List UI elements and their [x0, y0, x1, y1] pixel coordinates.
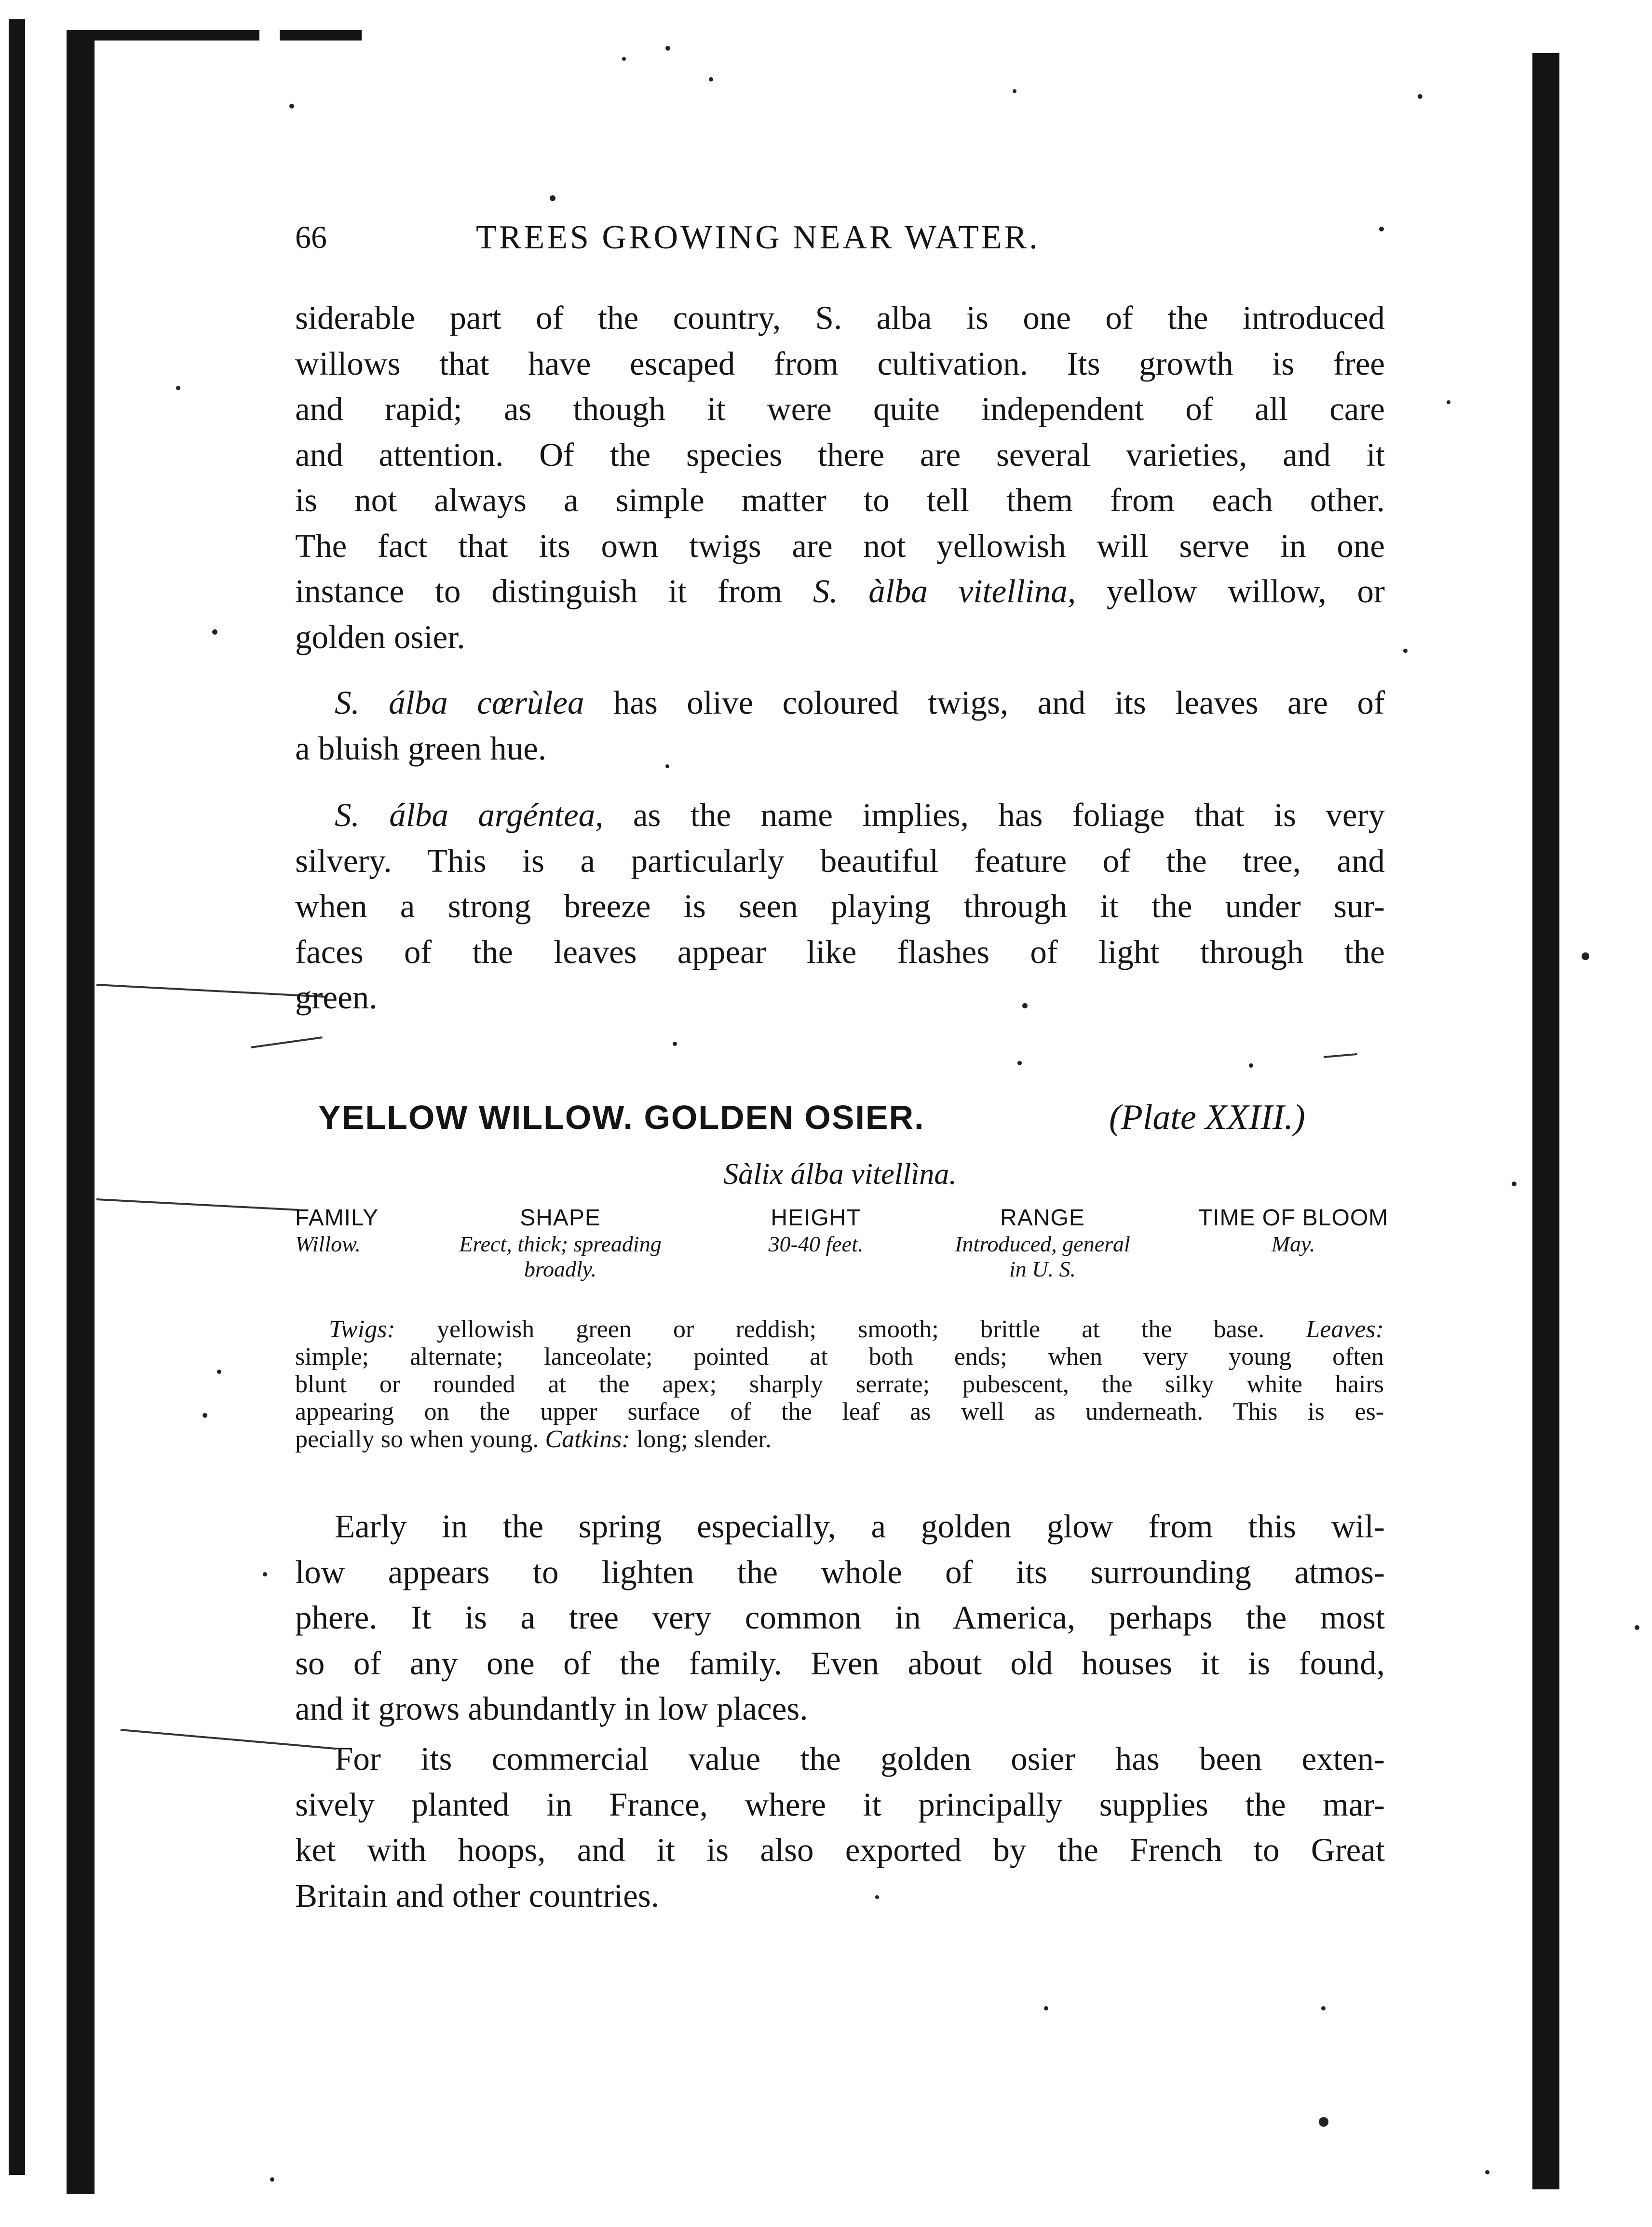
scan-border-left-outer [9, 19, 25, 2175]
text-line: is not always a simple matter to tell them from each other. [295, 482, 1385, 518]
attribute-range [893, 1205, 1192, 1282]
text-line [295, 1316, 1384, 1343]
scan-border-top-right [280, 30, 362, 41]
text-line: a bluish green hue. [295, 730, 547, 767]
text-line: phere. It is a tree very common in America, perhaps the most [295, 1599, 1385, 1636]
text-line [295, 680, 1385, 726]
attribute-label: HEIGHT [771, 1205, 861, 1231]
paragraph-salix-alba [295, 295, 1385, 660]
attribute-value: Introduced, general [955, 1232, 1130, 1256]
running-head [295, 215, 1385, 268]
text-line [295, 1426, 1384, 1453]
text-line: simple; alternate; lanceolate; pointed at both ends; when very young often [295, 1343, 1384, 1371]
attribute-value: in U. S. [1009, 1257, 1076, 1281]
attribute-family [295, 1205, 440, 1257]
attribute-label: TIME OF BLOOM [1198, 1205, 1389, 1231]
attribute-label: RANGE [1000, 1205, 1085, 1231]
text-line [295, 569, 1385, 614]
attribute-height [739, 1205, 893, 1257]
text-line [295, 792, 1385, 838]
attribute-value: broadly. [524, 1257, 597, 1281]
text-line: The fact that its own twigs are not yellowish will serve in one [295, 527, 1385, 564]
twigs-text: yellowish green or reddish; smooth; brittle at the base. [436, 1316, 1265, 1343]
text-line: Early in the spring especially, a golden glow from this wil- [335, 1508, 1385, 1545]
text-line: when a strong breeze is seen playing through it the under sur- [295, 888, 1385, 924]
text-fragment: yellow willow, or [1106, 573, 1385, 610]
text-line: appearing on the upper surface of the leaf as well as underneath. This is es- [295, 1398, 1384, 1426]
text-line: Britain and other countries. [295, 1877, 659, 1914]
scan-border-right [1532, 53, 1559, 2189]
species-name: S. álba argéntea, [335, 797, 604, 833]
paragraph-alba-argentea [295, 792, 1385, 1020]
text-line: green. [295, 979, 378, 1016]
scan-border-top-left [67, 30, 259, 41]
attribute-shape [425, 1205, 695, 1282]
text-line: faces of the leaves appear like flashes of light through the [295, 933, 1385, 970]
attribute-label: FAMILY [295, 1205, 379, 1231]
section-heading [318, 1091, 1389, 1144]
scientific-name: Sàlix álba vitellìna. [723, 1158, 957, 1191]
text-line: sively planted in France, where it principally supplies the mar- [295, 1786, 1385, 1823]
text-line: ket with hoops, and it is also exported by the French to Great [295, 1832, 1385, 1868]
text-fragment: pecially so when young. [295, 1426, 539, 1453]
text-line: For its commercial value the golden osier has been exten- [335, 1740, 1385, 1777]
plate-reference: (Plate XXIII.) [1109, 1098, 1305, 1137]
attribute-value: Erect, thick; spreading [459, 1232, 662, 1256]
scan-border-left-inner [67, 34, 95, 2194]
text-line: silvery. This is a particularly beautiful feature of the tree, and [295, 842, 1385, 879]
attribute-value: 30-40 feet. [768, 1232, 864, 1256]
text-fragment: as the name implies, has foliage that is very [633, 797, 1385, 833]
page-number: 66 [295, 220, 327, 255]
catkins-text: long; slender. [636, 1426, 772, 1453]
attribute-table [295, 1205, 1390, 1301]
text-line: and rapid; as though it were quite independent of all care [295, 391, 1385, 427]
twigs-label: Twigs: [329, 1316, 395, 1343]
paragraph-alba-caerulea [295, 680, 1385, 771]
text-line: and it grows abundantly in low places. [295, 1690, 808, 1727]
paragraph-commercial-value [295, 1736, 1385, 1918]
species-name: S. àlba vitellina, [812, 573, 1076, 610]
catkins-label: Catkins: [545, 1426, 630, 1453]
text-fragment: instance to distinguish it from [295, 573, 783, 610]
species-name: S. álba cœrùlea [335, 684, 584, 721]
text-line: low appears to lighten the whole of its surrounding atmos- [295, 1553, 1385, 1590]
text-line: and attention. Of the species there are several varieties, and it [295, 436, 1385, 473]
heading-title: YELLOW WILLOW. GOLDEN OSIER. [318, 1099, 925, 1136]
paragraph-golden-glow [295, 1504, 1385, 1732]
attribute-label: SHAPE [520, 1205, 601, 1231]
text-line: willows that have escaped from cultivation. Its growth is free [295, 345, 1385, 382]
text-line: golden osier. [295, 618, 465, 655]
page-title: TREES GROWING NEAR WATER. [476, 219, 1040, 256]
text-fragment: has olive coloured twigs, and its leaves are of [613, 684, 1385, 721]
attribute-value: May. [1271, 1232, 1315, 1256]
botanical-description [295, 1316, 1384, 1453]
attribute-time-of-bloom [1192, 1205, 1395, 1257]
text-line: siderable part of the country, S. alba is one of the introduced [295, 299, 1385, 336]
attribute-value: Willow. [295, 1232, 361, 1256]
text-line: so of any one of the family. Even about old houses it is found, [295, 1644, 1385, 1682]
leaves-label: Leaves: [1306, 1316, 1384, 1343]
text-line: blunt or rounded at the apex; sharply serrate; pubescent, the silky white hairs [295, 1371, 1384, 1398]
